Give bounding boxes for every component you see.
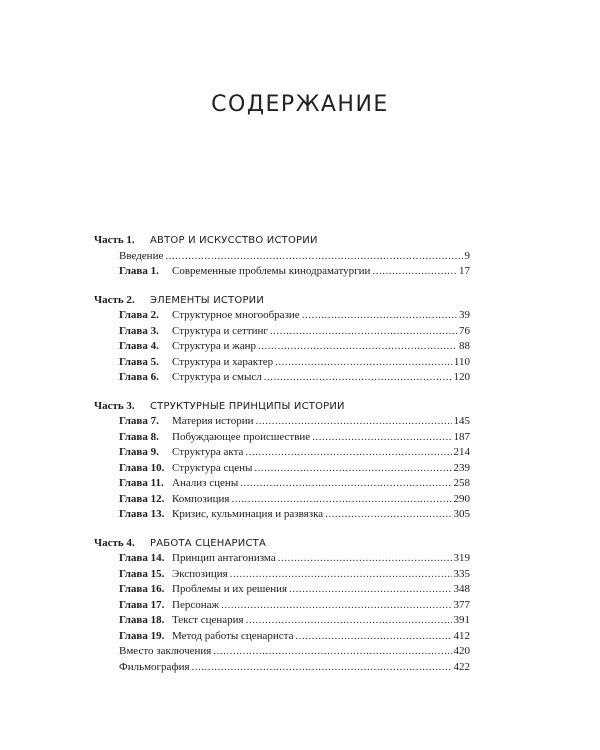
entry-title: Кризис, кульминация и развязка — [172, 508, 324, 520]
dot-leader — [302, 308, 457, 324]
chapter-label: Глава 2. — [119, 309, 159, 321]
entry-title: Материя истории — [172, 415, 254, 427]
entry-title: Метод работы сценариста — [172, 629, 294, 642]
entry-title: Вместо заключения — [119, 645, 212, 657]
dot-leader — [230, 567, 452, 583]
dot-leader — [372, 264, 457, 280]
chapter-label: Глава 14. — [119, 552, 165, 564]
toc-entry[interactable] — [94, 339, 470, 355]
dot-leader — [289, 582, 451, 598]
page-number: 335 — [453, 567, 470, 580]
toc-entry[interactable] — [94, 551, 470, 567]
toc-entry[interactable] — [94, 567, 470, 583]
dot-leader — [312, 430, 451, 446]
dot-leader — [232, 492, 452, 508]
entry-title: Композиция — [172, 492, 230, 505]
entry-title: Побуждающее происшествие — [172, 430, 311, 443]
page-number: 9 — [464, 249, 470, 262]
chapter-label: Глава 18. — [119, 614, 165, 626]
dot-leader — [254, 461, 451, 477]
entry-title: Анализ сцены — [172, 477, 239, 489]
entry-title: Структура и характер — [172, 355, 274, 368]
chapter-label: Глава 1. — [119, 265, 159, 277]
entry-title: Структурное многообразие — [172, 309, 300, 321]
part-heading — [94, 233, 470, 249]
dot-leader — [245, 445, 451, 461]
toc-entry[interactable] — [94, 370, 470, 386]
toc-entry[interactable] — [94, 644, 470, 660]
chapter-label: Глава 4. — [119, 340, 159, 352]
toc-entry[interactable] — [94, 324, 470, 340]
entry-title: Введение — [119, 249, 164, 262]
page-number: 187 — [453, 430, 470, 443]
toc-entry[interactable] — [94, 476, 470, 492]
part-heading — [94, 399, 470, 415]
page-number: 76 — [459, 324, 470, 337]
page-number: 258 — [453, 477, 470, 489]
page-number: 420 — [453, 645, 470, 657]
entry-title: Принцип антагонизма — [172, 552, 276, 564]
page-number: 412 — [453, 629, 470, 642]
dot-leader — [221, 598, 451, 614]
page-title: СОДЕРЖАНИЕ — [211, 92, 389, 117]
page-number: 348 — [453, 583, 470, 595]
toc-entry[interactable] — [94, 613, 470, 629]
dot-leader — [240, 476, 451, 492]
chapter-label: Глава 15. — [119, 567, 165, 580]
entry-title: Экспозиция — [172, 567, 228, 580]
part-label: Часть 3. — [94, 399, 135, 412]
toc-entry[interactable] — [94, 445, 470, 461]
page-number: 319 — [453, 552, 470, 564]
dot-leader — [275, 355, 452, 371]
dot-leader — [270, 324, 457, 340]
toc-entry[interactable] — [94, 507, 470, 523]
entry-title: Структура и жанр — [172, 340, 256, 352]
part-label: Часть 2. — [94, 293, 135, 306]
part-heading — [94, 536, 470, 552]
chapter-label: Глава 9. — [119, 446, 159, 458]
part-title: РАБОТА СЦЕНАРИСТА — [150, 537, 266, 549]
dot-leader — [296, 629, 452, 645]
part-label: Часть 1. — [94, 234, 135, 246]
page-number: 17 — [459, 265, 470, 277]
page-number: 305 — [453, 508, 470, 520]
page-number: 239 — [453, 461, 470, 474]
page-number: 39 — [459, 309, 470, 321]
dot-leader — [258, 339, 457, 355]
part-heading — [94, 293, 470, 309]
chapter-label: Глава 3. — [119, 324, 159, 337]
page-number: 422 — [453, 660, 470, 673]
dot-leader — [165, 249, 462, 265]
toc-entry[interactable] — [94, 430, 470, 446]
dot-leader — [278, 551, 452, 567]
toc-entry[interactable] — [94, 355, 470, 371]
chapter-label: Глава 8. — [119, 430, 159, 443]
page-number: 88 — [459, 340, 470, 352]
part-title: ЭЛЕМЕНТЫ ИСТОРИИ — [150, 294, 265, 306]
chapter-label: Глава 19. — [119, 629, 165, 642]
toc-entry[interactable] — [94, 660, 470, 676]
part-label: Часть 4. — [94, 536, 135, 549]
toc-entry[interactable] — [94, 264, 470, 280]
chapter-label: Глава 13. — [119, 508, 165, 520]
entry-title: Современные проблемы кинодраматургии — [172, 265, 371, 277]
page-number: 377 — [453, 598, 470, 611]
dot-leader — [213, 644, 451, 660]
chapter-label: Глава 10. — [119, 461, 165, 474]
page-number: 391 — [453, 614, 470, 626]
chapter-label: Глава 16. — [119, 583, 165, 595]
page-number: 145 — [453, 415, 470, 427]
part-title: СТРУКТУРНЫЕ ПРИНЦИПЫ ИСТОРИИ — [150, 400, 345, 412]
dot-leader — [325, 507, 451, 523]
chapter-label: Глава 6. — [119, 371, 159, 383]
chapter-label: Глава 5. — [119, 355, 159, 368]
entry-title: Структура и сеттинг — [172, 324, 268, 337]
entry-title: Структура акта — [172, 446, 244, 458]
toc-entry[interactable] — [94, 629, 470, 645]
chapter-label: Глава 7. — [119, 415, 159, 427]
toc-entry[interactable] — [94, 582, 470, 598]
entry-title: Структура и смысл — [172, 371, 262, 383]
table-of-contents — [94, 233, 470, 675]
entry-title: Фильмография — [119, 660, 190, 673]
toc-entry[interactable] — [94, 249, 470, 265]
dot-leader — [246, 613, 452, 629]
page-number: 120 — [453, 371, 470, 383]
dot-leader — [192, 660, 452, 676]
entry-title: Персонаж — [172, 598, 220, 611]
dot-leader — [264, 370, 452, 386]
toc-entry[interactable] — [94, 461, 470, 477]
entry-title: Проблемы и их решения — [172, 583, 288, 595]
toc-entry[interactable] — [94, 308, 470, 324]
toc-entry[interactable] — [94, 414, 470, 430]
chapter-label: Глава 12. — [119, 492, 165, 505]
page-number: 214 — [453, 446, 470, 458]
chapter-label: Глава 17. — [119, 598, 165, 611]
page-number: 110 — [453, 355, 470, 368]
part-title: АВТОР И ИСКУССТВО ИСТОРИИ — [150, 235, 318, 246]
chapter-label: Глава 11. — [119, 477, 164, 489]
toc-entry[interactable] — [94, 492, 470, 508]
page-number: 290 — [453, 492, 470, 505]
entry-title: Текст сценария — [172, 614, 244, 626]
toc-entry[interactable] — [94, 598, 470, 614]
dot-leader — [255, 414, 451, 430]
entry-title: Структура сцены — [172, 461, 253, 474]
